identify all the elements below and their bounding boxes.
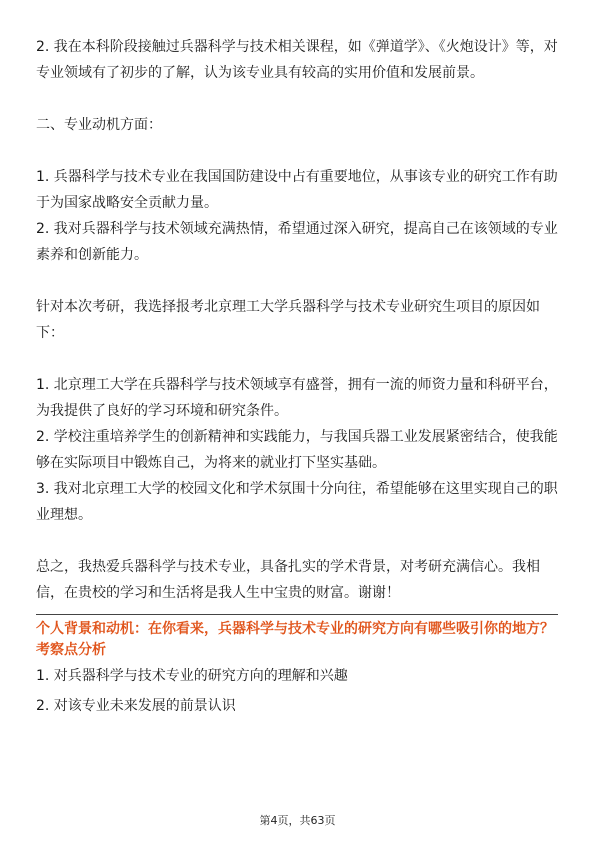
reason-item-3: 3. 我对北京理工大学的校园文化和学术氛围十分向往，希望能够在这里实现自己的职业理想。 <box>36 481 558 523</box>
motivation-item-2: 2. 我对兵器科学与技术领域充满热情，希望通过深入研究，提高自己在该领域的专业素养和创新能力。 <box>36 221 558 263</box>
page-content <box>36 34 566 721</box>
section-heading-motivation: 二、专业动机方面： <box>36 117 162 133</box>
paragraph-reasons-intro: 针对本次考研，我选择报考北京理工大学兵器科学与技术专业研究生项目的原因如下： <box>36 299 540 341</box>
paragraph-conclusion: 总之，我热爱兵器科学与技术专业，具备扎实的学术背景，对考研充满信心。我相信，在贵校的学习和生活将是我人生中宝贵的财富。谢谢！ <box>36 559 540 601</box>
analysis-item-2: 2. 对该专业未来发展的前景认识 <box>36 698 236 714</box>
paragraph-course-background: 2. 我在本科阶段接触过兵器科学与技术相关课程，如《弹道学》、《火炮设计》等，对专业领域有了初步的了解，认为该专业具有较高的实用价值和发展前景。 <box>36 39 558 81</box>
page-number-footer: 第4页，共63页 <box>259 814 336 827</box>
reason-item-2: 2. 学校注重培养学生的创新精神和实践能力，与我国兵器工业发展紧密结合，使我能够在实际项目中锻炼自己，为将来的就业打下坚实基础。 <box>36 429 558 471</box>
interview-question: 个人背景和动机：在你看来，兵器科学与技术专业的研究方向有哪些吸引你的地方？ <box>36 621 554 637</box>
analysis-item-1: 1. 对兵器科学与技术专业的研究方向的理解和兴趣 <box>36 668 348 684</box>
section-divider <box>36 614 558 615</box>
analysis-title: 考察点分析 <box>36 642 106 658</box>
reason-item-1: 1. 北京理工大学在兵器科学与技术领域享有盛誉，拥有一流的师资力量和科研平台，为我提供了良好的学习环境和研究条件。 <box>36 377 558 419</box>
motivation-item-1: 1. 兵器科学与技术专业在我国国防建设中占有重要地位，从事该专业的研究工作有助于为国家战略安全贡献力量。 <box>36 169 558 211</box>
